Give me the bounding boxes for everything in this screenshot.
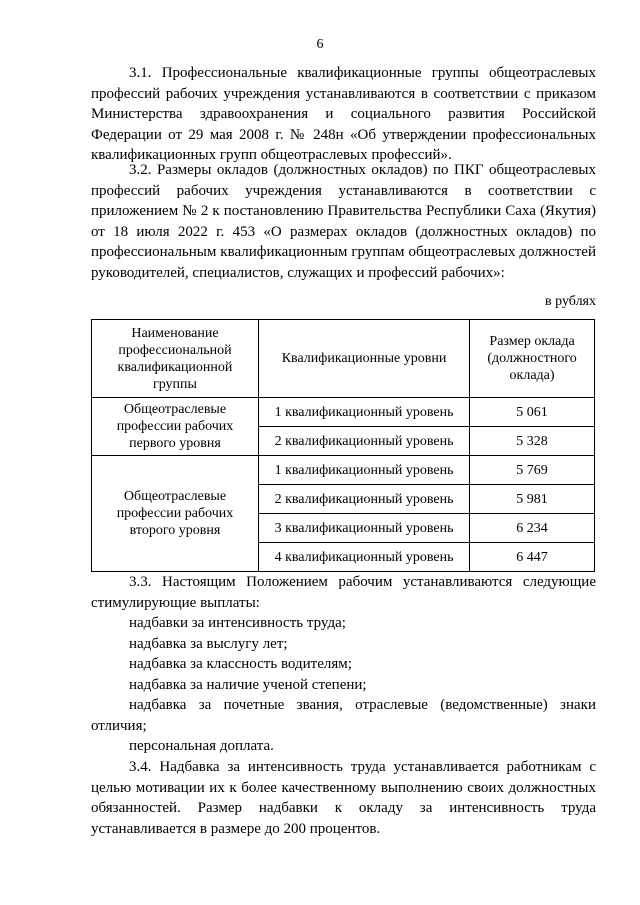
level-cell: 2 квалификационный уровень [258, 485, 469, 514]
list-item: надбавки за интенсивность труда; [129, 615, 346, 631]
paragraph-3-2: 3.2. Размеры окладов (должностных окладов) по ПКГ общеотраслевых профессий рабочих учреждения устанавливаются в соответствии с приложением № 2 к постановлению Правительства Республики Саха (Якутия) от 18 июля 2022 г. 453 «О размерах окладов (должностных окладов) по профессиональным квалификационным группам общеотраслевых должностей руководителей, специалистов, служащих и профессий рабочих»: [91, 162, 596, 281]
paragraph-3-4: 3.4. Надбавка за интенсивность труда устанавливается работникам с целью мотивации их к более качественному выполнению своих должностных обязанностей. Размер надбавки к окладу за интенсивность труда устанавливается в размере до 200 процентов. [91, 759, 596, 837]
table-header-row [92, 320, 595, 398]
level-cell: 2 квалификационный уровень [258, 427, 469, 456]
level-cell: 3 квалификационный уровень [258, 514, 469, 543]
list-item: персональная доплата. [129, 738, 274, 754]
table-row [92, 456, 595, 485]
header-levels: Квалификационные уровни [258, 320, 469, 398]
header-salary: Размер оклада (должностного оклада) [470, 320, 595, 398]
header-group-name: Наименование профессиональной квалификационной группы [92, 320, 259, 398]
unit-note: в рублях [545, 294, 596, 309]
salary-cell: 5 328 [470, 427, 595, 456]
list-item: надбавка за почетные звания, отраслевые (ведомственные) знаки отличия; [91, 697, 596, 734]
salary-cell: 6 234 [470, 514, 595, 543]
page-number: 6 [316, 37, 324, 52]
list-item: надбавка за классность водителям; [129, 656, 352, 672]
salary-cell: 5 769 [470, 456, 595, 485]
salary-table [91, 319, 595, 572]
payments-list [91, 613, 596, 757]
level-cell: 1 квалификационный уровень [258, 456, 469, 485]
list-item: надбавка за выслугу лет; [129, 635, 288, 652]
paragraph-3-3: 3.3. Настоящим Положением рабочим устанавливаются следующие стимулирующие выплаты: [91, 574, 596, 611]
group-name-cell: Общеотраслевые профессии рабочих первого уровня [92, 398, 259, 456]
list-item: надбавка за наличие ученой степени; [129, 676, 367, 693]
salary-cell: 5 981 [470, 485, 595, 514]
table-row [92, 398, 595, 427]
level-cell: 4 квалификационный уровень [258, 543, 469, 572]
salary-cell: 5 061 [470, 398, 595, 427]
group-name-cell: Общеотраслевые профессии рабочих второго уровня [92, 456, 259, 572]
level-cell: 1 квалификационный уровень [258, 398, 469, 427]
paragraph-3-1: 3.1. Профессиональные квалификационные группы общеотраслевых профессий рабочих учреждения устанавливаются в соответствии с приказом Министерства здравоохранения и социального развития Российской Федерации от 29 мая 2008 г. № 248н «Об утверждении профессиональных квалификационных групп общеотраслевых профессий». [91, 65, 596, 163]
salary-cell: 6 447 [470, 543, 595, 572]
